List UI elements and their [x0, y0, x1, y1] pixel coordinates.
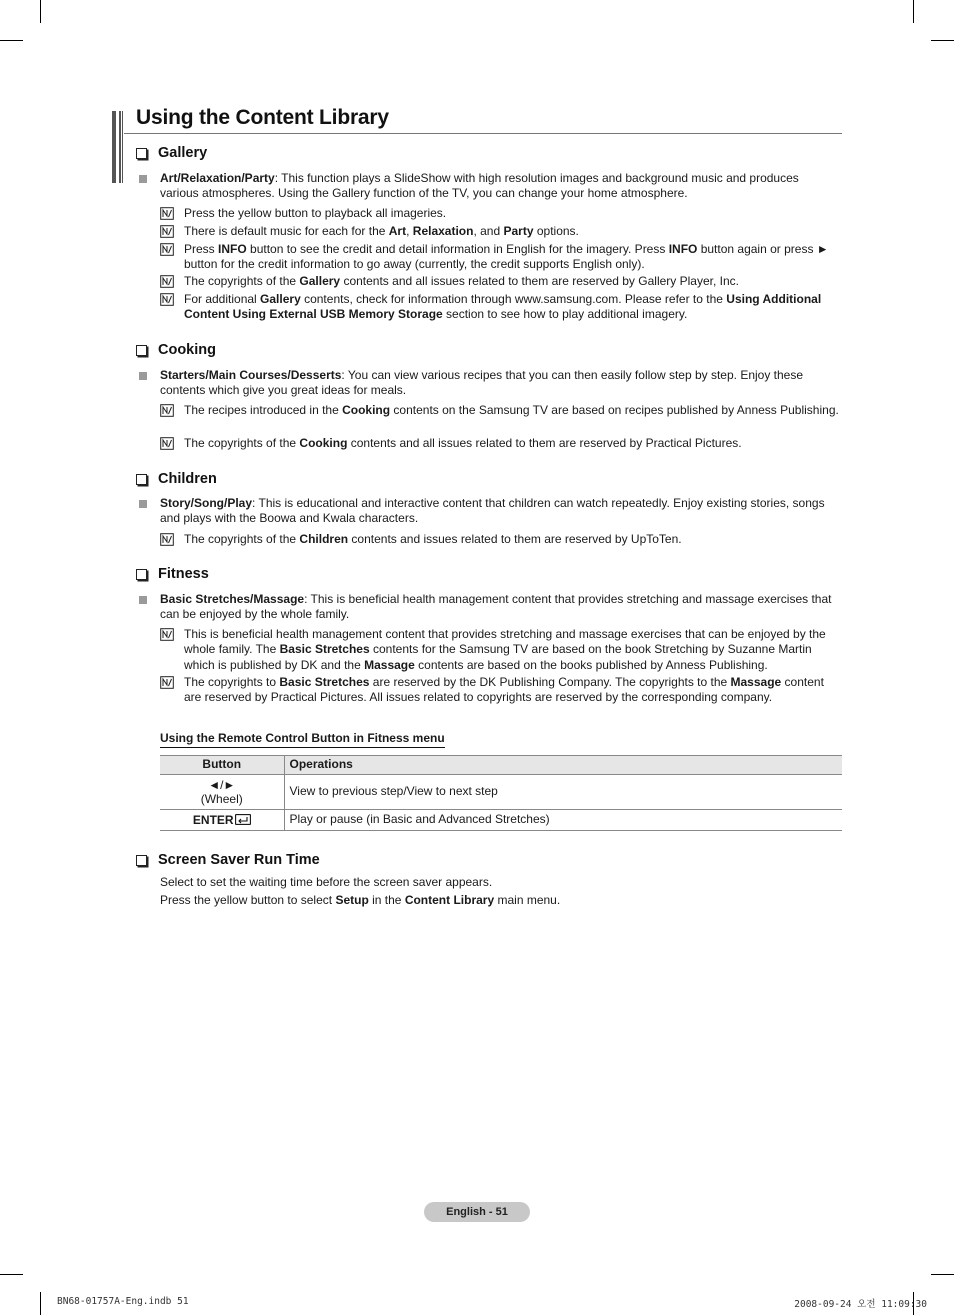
table-header-row — [160, 756, 842, 775]
table-cell-button: ◄/► (Wheel) — [160, 775, 284, 810]
crop-mark — [40, 0, 41, 23]
checkbox-square-icon — [136, 569, 147, 580]
screensaver-line-1: Select to set the waiting time before the screen saver appears. — [160, 875, 493, 889]
note-icon — [160, 533, 174, 546]
note-icon — [160, 437, 174, 450]
table-row — [160, 810, 842, 831]
remote-control-table — [160, 755, 842, 831]
note-icon — [160, 225, 174, 238]
gallery-note-5: For additional Gallery contents, check for information through www.samsung.com. Please refer to the Using Additional Content Using External USB Memory Storage section to see how to play additional imagery. — [184, 292, 822, 322]
crop-mark — [913, 0, 914, 23]
section-heading-cooking: Cooking — [136, 343, 216, 358]
table-header-button: Button — [160, 756, 284, 775]
crop-mark — [0, 40, 23, 41]
table-row — [160, 775, 842, 810]
arrow-left-right-icon: ◄/► — [208, 778, 236, 792]
table-cell-button: ENTER — [160, 810, 284, 831]
children-description: Story/Song/Play: This is educational and interactive content that children can watch repeatedly. Enjoy existing stories, songs and plays with the Boowa and Kwala characters. — [160, 496, 825, 526]
checkbox-square-icon — [136, 148, 147, 159]
square-bullet-icon — [139, 500, 147, 508]
fitness-note-2: The copyrights to Basic Stretches are reserved by the DK Publishing Company. The copyrights to the Massage content are reserved by Practical Pictures. All issues related to copyrights are reserved by the corresponding company. — [184, 675, 824, 705]
fitness-note-1: This is beneficial health management content that provides stretching and massage exercises that can be enjoyed by the whole family. The Basic Stretches contents for the Samsung TV are based on the book Stretching by Suzanne Martin which is published by DK and the Massage contents are based on the books published by Anness Publishing. — [184, 627, 826, 672]
crop-mark — [931, 40, 954, 41]
crop-mark — [0, 1274, 23, 1275]
note-icon — [160, 293, 174, 306]
square-bullet-icon — [139, 596, 147, 604]
section-heading-screensaver: Screen Saver Run Time — [136, 853, 320, 868]
square-bullet-icon — [139, 372, 147, 380]
table-title: Using the Remote Control Button in Fitness menu — [160, 731, 445, 748]
cooking-description: Starters/Main Courses/Desserts: You can view various recipes that you can then easily follow step by step. Enjoy these contents which give you great ideas for meals. — [160, 368, 804, 398]
section-heading-children: Children — [136, 472, 217, 487]
crop-mark — [931, 1274, 954, 1275]
crop-mark — [40, 1292, 41, 1315]
page-title: Using the Content Library — [136, 106, 389, 129]
page-number-badge: English - 51 — [424, 1202, 530, 1222]
gallery-note-3: Press INFO button to see the credit and detail information in English for the imagery. Press INFO button again or press ► button for the credit information to go away (currently, the credit supports English only). — [184, 242, 829, 272]
gallery-note-2: There is default music for each for the Art, Relaxation, and Party options. — [184, 224, 579, 238]
footer-file-name: BN68-01757A-Eng.indb 51 — [57, 1296, 189, 1307]
checkbox-square-icon — [136, 855, 147, 866]
section-heading-fitness: Fitness — [136, 567, 209, 582]
note-icon — [160, 207, 174, 220]
note-icon — [160, 243, 174, 256]
footer-timestamp: 2008-09-24 오전 11:09:30 — [794, 1299, 927, 1310]
enter-icon — [235, 814, 251, 825]
gallery-note-1: Press the yellow button to playback all imageries. — [184, 206, 447, 220]
fitness-description: Basic Stretches/Massage: This is beneficial health management content that provides stretching and massage exercises that can be enjoyed by the whole family. — [160, 592, 832, 622]
gallery-description: Art/Relaxation/Party: This function plays a SlideShow with high resolution images and background music and produces various atmospheres. Using the Gallery function of the TV, you can change your home atmosphere. — [160, 171, 799, 201]
table-header-operations: Operations — [284, 756, 842, 775]
section-heading-gallery: Gallery — [136, 146, 207, 161]
table-cell-operation: Play or pause (in Basic and Advanced Stretches) — [284, 810, 842, 831]
cooking-note-1: The recipes introduced in the Cooking contents on the Samsung TV are based on recipes published by Anness Publishing. — [184, 403, 839, 417]
gallery-note-4: The copyrights of the Gallery contents and all issues related to them are reserved by Gallery Player, Inc. — [184, 274, 739, 288]
note-icon — [160, 275, 174, 288]
checkbox-square-icon — [136, 345, 147, 356]
screensaver-line-2: Press the yellow button to select Setup in the Content Library main menu. — [160, 893, 561, 907]
note-icon — [160, 404, 174, 417]
note-icon — [160, 628, 174, 641]
cooking-note-2: The copyrights of the Cooking contents and all issues related to them are reserved by Practical Pictures. — [184, 436, 742, 450]
checkbox-square-icon — [136, 474, 147, 485]
title-rule — [124, 133, 842, 134]
note-icon — [160, 676, 174, 689]
children-note-1: The copyrights of the Children contents and issues related to them are reserved by UpToTen. — [184, 532, 682, 546]
table-cell-operation: View to previous step/View to next step — [284, 775, 842, 810]
square-bullet-icon — [139, 175, 147, 183]
